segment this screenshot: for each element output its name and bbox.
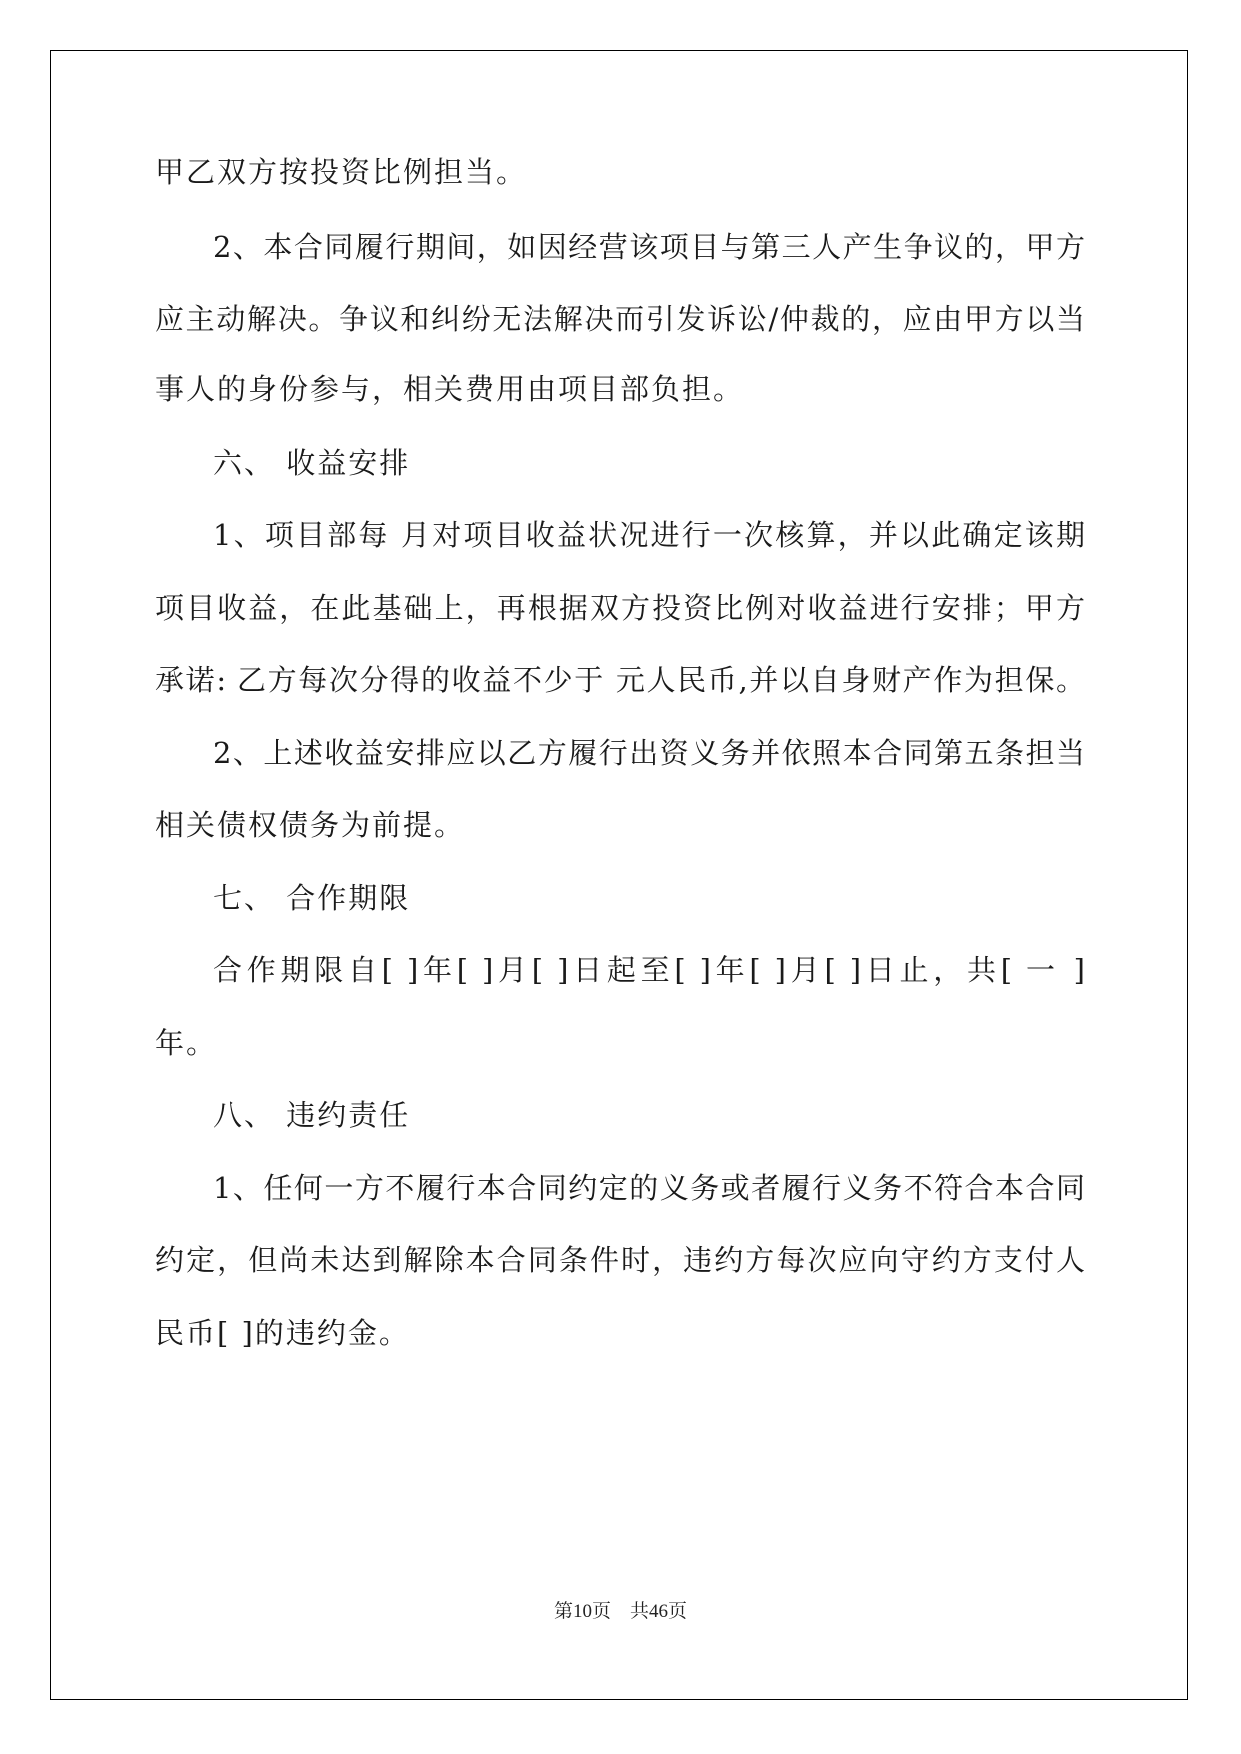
text-line-16: 约定，但尚未达到解除本合同条件时，违约方每次应向守约方支付人: [155, 1243, 1085, 1277]
text-line-7: 项目收益，在此基础上，再根据双方投资比例对收益进行安排；甲方: [155, 591, 1085, 625]
text-line-6: 1、项目部每 月对项目收益状况进行一次核算，并以此确定该期: [213, 518, 1085, 552]
section-heading-6: 六、 收益安排: [213, 446, 411, 480]
section-heading-8: 八、 违约责任: [213, 1098, 411, 1132]
page-border: [50, 50, 1188, 1700]
text-line-3: 应主动解决。争议和纠纷无法解决而引发诉讼/仲裁的，应由甲方以当: [155, 302, 1085, 336]
text-line-2: 2、本合同履行期间，如因经营该项目与第三人产生争议的，甲方: [213, 230, 1085, 264]
text-line-1: 甲乙双方按投资比例担当。: [155, 155, 528, 189]
text-line-12: 合作期限自[ ]年[ ]月[ ]日起至[ ]年[ ]月[ ]日止，共[ 一 ]: [213, 953, 1085, 987]
section-heading-7: 七、 合作期限: [213, 881, 411, 915]
text-line-8: 承诺: 乙方每次分得的收益不少于 元人民币,并以自身财产作为担保。: [155, 663, 1085, 697]
text-line-4: 事人的身份参与，相关费用由项目部负担。: [155, 372, 745, 406]
text-line-9: 2、上述收益安排应以乙方履行出资义务并依照本合同第五条担当: [213, 736, 1085, 770]
text-line-13: 年。: [155, 1026, 218, 1060]
text-line-10: 相关债权债务为前提。: [155, 808, 466, 842]
text-line-17: 民币[ ]的违约金。: [155, 1316, 410, 1350]
text-line-15: 1、任何一方不履行本合同约定的义务或者履行义务不符合本合同: [213, 1171, 1085, 1205]
page-number-footer: 第10页 共46页: [553, 1601, 687, 1622]
